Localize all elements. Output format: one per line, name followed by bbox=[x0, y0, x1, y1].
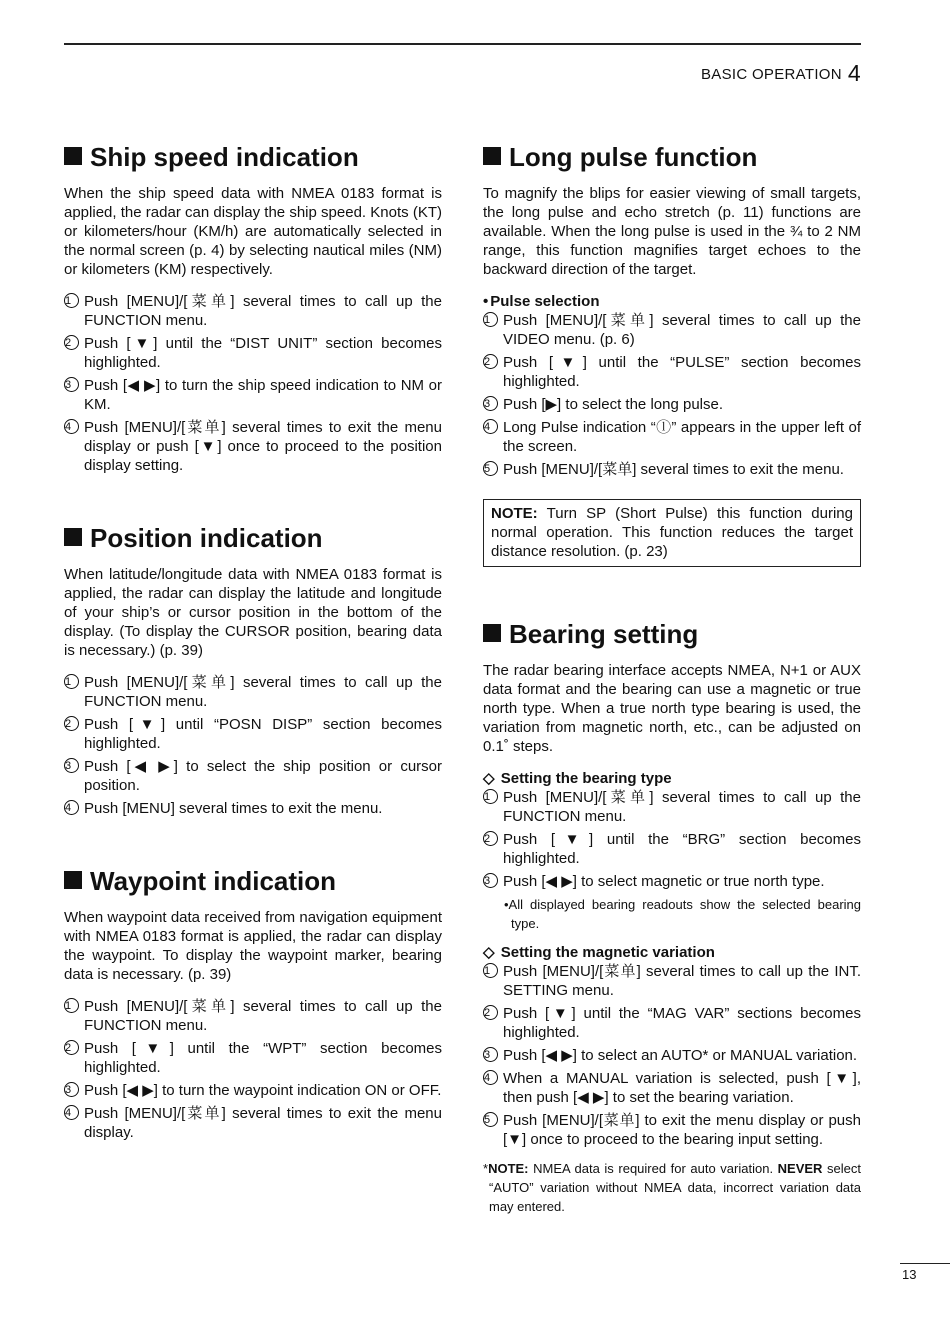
chapter-title: BASIC OPERATION bbox=[700, 66, 842, 83]
step-number: 4 bbox=[64, 800, 79, 815]
right-column bbox=[483, 140, 861, 1229]
subsection-title: • Pulse selection bbox=[483, 293, 600, 310]
step-item: 2 Push [▼] until the “WPT” section becomes highlighted. bbox=[65, 1040, 442, 1076]
step-number: 5 bbox=[483, 461, 498, 476]
square-bullet-icon bbox=[64, 147, 82, 165]
chapter-header bbox=[701, 60, 861, 87]
section-intro: To magnify the blips for easier viewing of small targets, the long pulse and echo stretch (p. 11) functions are available. When the long pulse is used in the ¾ to 2 NM range, this function magnifies target echoes to the backward direction of the target. bbox=[483, 185, 861, 278]
step-number: 4 bbox=[483, 1070, 498, 1085]
step-item: 3 Push [◀ ▶] to select an AUTO* or MANUAL variation. bbox=[484, 1047, 858, 1064]
section-title: Long pulse function bbox=[483, 140, 861, 174]
step-item: 4 Push [MENU] several times to exit the menu. bbox=[65, 800, 383, 817]
step-item: 2 Push [▼] until the “BRG” section becomes highlighted. bbox=[484, 831, 861, 867]
step-item: 1 Push [MENU]/[菜单] several times to call up the FUNCTION menu. bbox=[65, 293, 442, 329]
bullet-icon: • bbox=[483, 293, 489, 310]
step-item: 3 Push [▶] to select the long pulse. bbox=[484, 396, 723, 413]
step-item: 2 Push [▼] until the “PULSE” section becomes highlighted. bbox=[484, 354, 861, 390]
step-item: 2 Push [▼] until “POSN DISP” section becomes highlighted. bbox=[65, 716, 442, 752]
section-title: Bearing setting bbox=[483, 617, 861, 651]
step-item: 3 Push [◀ ▶] to select magnetic or true north type. bbox=[484, 873, 825, 890]
step-number: 5 bbox=[483, 1112, 498, 1127]
note-text: Turn SP (Short Pulse) this function during normal operation. This function reduces the target distance resolution. (p. 23) bbox=[491, 505, 853, 560]
step-number: 3 bbox=[64, 377, 79, 392]
steps-list bbox=[483, 311, 861, 479]
footnote: *NOTE: NMEA data is required for auto variation. NEVER select “AUTO” variation without NMEA data, incorrect variation data may entered. bbox=[483, 1161, 861, 1214]
step-number: 3 bbox=[483, 396, 498, 411]
step-number: 2 bbox=[483, 1005, 498, 1020]
step-number: 4 bbox=[64, 419, 79, 434]
step-number: 3 bbox=[483, 1047, 498, 1062]
step-item: 4 Push [MENU]/[菜单] several times to exit the menu display. bbox=[65, 1105, 442, 1141]
step-item: 5 Push [MENU]/[菜单] several times to exit the menu. bbox=[484, 461, 844, 478]
step-number: 3 bbox=[64, 1082, 79, 1097]
step-number: 3 bbox=[483, 873, 498, 888]
section-intro: The radar bearing interface accepts NMEA, N+1 or AUX data format and the bearing can use a magnetic or true north type. When a true north type bearing is used, the variation from magnetic north, etc., can be adjusted on 0.1˚ steps. bbox=[483, 662, 861, 755]
note-box bbox=[483, 499, 861, 567]
step-item: 1 Push [MENU]/[菜单] several times to call up the FUNCTION menu. bbox=[65, 674, 442, 710]
diamond-bullet-icon: ◇ bbox=[483, 944, 495, 961]
step-note: •All displayed bearing readouts show the selected bearing type. bbox=[504, 897, 861, 931]
step-item: 2 Push [▼] until the “MAG VAR” sections becomes highlighted. bbox=[484, 1005, 861, 1041]
step-item: 4 Push [MENU]/[菜单] several times to exit the menu display or push [▼] once to proceed to the position display setting. bbox=[65, 419, 442, 474]
step-item: 2 Push [▼] until the “DIST UNIT” section becomes highlighted. bbox=[65, 335, 442, 371]
steps-list bbox=[64, 292, 442, 475]
square-bullet-icon bbox=[483, 147, 501, 165]
step-number: 1 bbox=[64, 674, 79, 689]
step-item: 1 Push [MENU]/[菜单] several times to call up the FUNCTION menu. bbox=[484, 789, 861, 825]
step-number: 2 bbox=[483, 831, 498, 846]
note-label: NOTE: bbox=[491, 505, 538, 522]
step-item: 3 Push [◀ ▶] to turn the ship speed indication to NM or KM. bbox=[65, 377, 442, 413]
step-number: 2 bbox=[64, 1040, 79, 1055]
page-number: 13 bbox=[902, 1267, 917, 1282]
steps-list bbox=[64, 673, 442, 818]
steps-list bbox=[483, 962, 861, 1149]
chapter-number: 4 bbox=[847, 60, 861, 86]
section-title: Waypoint indication bbox=[64, 864, 442, 898]
section-bearing bbox=[483, 617, 861, 1216]
step-number: 1 bbox=[483, 963, 498, 978]
section-title: Ship speed indication bbox=[64, 140, 442, 174]
section-title: Position indication bbox=[64, 521, 442, 555]
step-number: 1 bbox=[483, 312, 498, 327]
step-item: 4 Long Pulse indication “ⓛ” appears in the upper left of the screen. bbox=[484, 419, 861, 455]
step-item: 3 Push [◀ ▶] to turn the waypoint indication ON or OFF. bbox=[65, 1082, 442, 1099]
square-bullet-icon bbox=[483, 624, 501, 642]
diamond-bullet-icon: ◇ bbox=[483, 770, 495, 787]
page-number-rule bbox=[900, 1263, 950, 1264]
subsection-title: ◇ Setting the bearing type bbox=[483, 770, 672, 787]
step-number: 3 bbox=[64, 758, 79, 773]
section-intro: When waypoint data received from navigation equipment with NMEA 0183 format is applied, the radar can display the waypoint. To display the waypoint marker, bearing data is necessary. (p. 39) bbox=[64, 909, 442, 983]
step-number: 1 bbox=[483, 789, 498, 804]
step-item: 1 Push [MENU]/[菜单] several times to call up the FUNCTION menu. bbox=[65, 998, 442, 1034]
square-bullet-icon bbox=[64, 871, 82, 889]
top-rule bbox=[64, 43, 861, 45]
subsection-title: ◇ Setting the magnetic variation bbox=[483, 944, 715, 961]
square-bullet-icon bbox=[64, 528, 82, 546]
step-item: 4 When a MANUAL variation is selected, push [▼], then push [◀ ▶] to set the bearing variation. bbox=[484, 1070, 861, 1106]
step-number: 2 bbox=[483, 354, 498, 369]
section-long-pulse bbox=[483, 140, 861, 567]
step-item: 1 Push [MENU]/[菜单] several times to call up the VIDEO menu. (p. 6) bbox=[484, 312, 861, 348]
step-item: 3 Push [◀ ▶] to select the ship position or cursor position. bbox=[65, 758, 442, 794]
step-number: 2 bbox=[64, 335, 79, 350]
step-item: 1 Push [MENU]/[菜单] several times to call up the INT. SETTING menu. bbox=[484, 963, 861, 999]
section-intro: When the ship speed data with NMEA 0183 format is applied, the radar can display the ship speed. Knots (KT) or kilometers/hour (KM/h) are automatically selected in the normal screen (p. 4) by selecting nautical miles (NM) or kilometers (KM) respectively. bbox=[64, 185, 442, 278]
left-column bbox=[64, 140, 442, 1146]
step-item: 5 Push [MENU]/[菜单] to exit the menu display or push [▼] once to proceed to the bearing input setting. bbox=[484, 1112, 861, 1148]
step-number: 1 bbox=[64, 293, 79, 308]
section-intro: When latitude/longitude data with NMEA 0183 format is applied, the radar can display the latitude and longitude of your ship’s or cursor position in the bottom of the display. (To display the CURSOR position, bearing data is necessary.) (p. 39) bbox=[64, 566, 442, 659]
section-waypoint bbox=[64, 864, 442, 1142]
section-ship-speed bbox=[64, 140, 442, 475]
steps-list bbox=[64, 997, 442, 1142]
step-number: 4 bbox=[64, 1105, 79, 1120]
step-number: 4 bbox=[483, 419, 498, 434]
step-number: 2 bbox=[64, 716, 79, 731]
step-number: 1 bbox=[64, 998, 79, 1013]
steps-list bbox=[483, 788, 861, 891]
section-position bbox=[64, 521, 442, 818]
